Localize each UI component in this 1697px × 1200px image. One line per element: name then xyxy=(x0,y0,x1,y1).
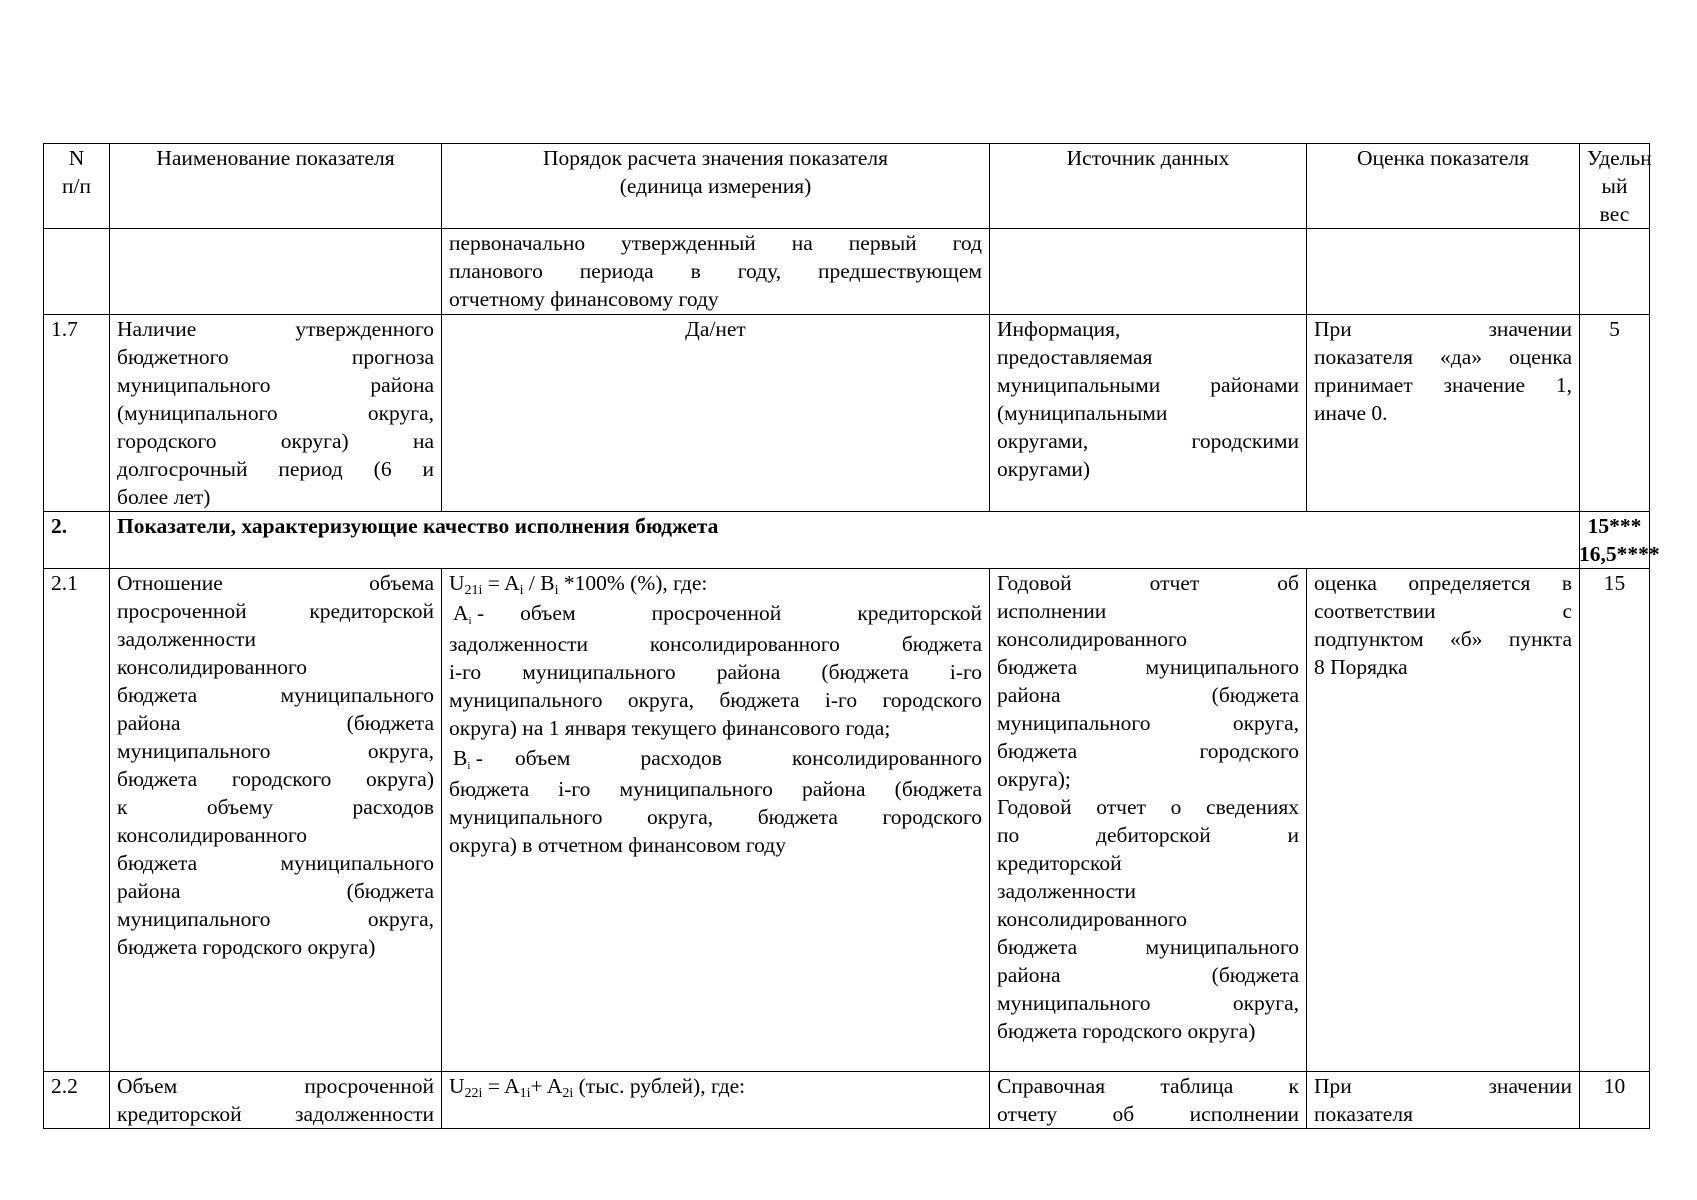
cont-calc-line: первоначально утвержденный на первый год xyxy=(449,231,982,255)
indicator-name-line: более лет) xyxy=(117,485,211,509)
formula-sub: 21i xyxy=(464,583,483,598)
data-source-line: Годовой отчет об xyxy=(997,571,1299,595)
formula-u: U xyxy=(449,571,465,595)
a-definition-line: округа) на 1 января текущего финансового года; xyxy=(449,716,891,740)
data-source-line: округами, городскими xyxy=(997,429,1299,453)
b-definition-line: бюджета i-го муниципального района (бюджета xyxy=(449,777,982,801)
b-definition-line: муниципального округа, бюджета городского xyxy=(449,805,982,829)
table-row xyxy=(44,1072,1650,1129)
section-weight-line: 16,5**** xyxy=(1579,542,1660,566)
indicator-name-line: района (бюджета xyxy=(117,879,434,903)
header-source: Источник данных xyxy=(990,144,1307,229)
indicator-name-line: муниципального округа, xyxy=(117,739,434,763)
b-definition-line: округа) в отчетном финансовом году xyxy=(449,833,786,857)
cont-calc-line: планового периода в году, предшествующем xyxy=(449,259,982,283)
indicator-name xyxy=(110,1072,442,1129)
indicator-name-line: бюджета городского округа) xyxy=(117,935,376,959)
data-source-line: муниципального округа, xyxy=(997,991,1299,1015)
indicator-name-line: консолидированного xyxy=(117,823,308,847)
data-source-line: бюджета городского xyxy=(997,739,1299,763)
header-weight xyxy=(1580,144,1650,229)
section-row xyxy=(44,512,1650,569)
row-number: 2.2 xyxy=(44,1072,110,1129)
header-num-line: N xyxy=(68,146,85,170)
formula-b: / B xyxy=(523,571,555,595)
data-source-line: Справочная таблица к xyxy=(997,1074,1299,1098)
data-source-line: округа); xyxy=(997,767,1071,791)
cont-name xyxy=(110,229,442,315)
data-source-line: муниципальными районами xyxy=(997,373,1299,397)
symbol-dash: - xyxy=(470,746,483,770)
data-source-line: задолженности xyxy=(997,879,1137,903)
formula-rest: (тыс. рублей), где: xyxy=(573,1074,746,1098)
indicator-name-line: Отношение объема xyxy=(117,571,434,595)
indicator-name-line: муниципального района xyxy=(117,373,434,397)
formula-a: = A xyxy=(482,571,520,595)
header-row xyxy=(44,144,1650,229)
symbol-a: A xyxy=(453,601,469,625)
formula xyxy=(449,1072,982,1100)
data-source-line: кредиторской xyxy=(997,851,1122,875)
indicator-name xyxy=(110,315,442,512)
data-source-line: исполнении xyxy=(997,599,1107,623)
formula xyxy=(449,569,982,597)
header-weight-line: Удельн xyxy=(1587,146,1652,170)
indicator-name-line: долгосрочный период (6 и xyxy=(117,457,434,481)
indicator-name-line: бюджета муниципального xyxy=(117,851,434,875)
indicator-name-line: городского округа) на xyxy=(117,429,434,453)
a-definition-line: i-го муниципального района (бюджета i-го xyxy=(449,660,982,684)
formula-a: = A xyxy=(482,1074,520,1098)
data-source-line: района (бюджета xyxy=(997,683,1299,707)
symbol-b: B xyxy=(453,746,468,770)
formula-b: + A xyxy=(530,1074,563,1098)
data-source-line: бюджета городского округа) xyxy=(997,1019,1256,1043)
evaluation-line: оценка определяется в xyxy=(1314,571,1572,595)
section-weight-line: 15*** xyxy=(1587,514,1642,538)
indicator-name-line: бюджета городского округа) xyxy=(117,767,434,791)
formula-sub: 1i xyxy=(519,1086,531,1101)
data-source-line: бюджета муниципального xyxy=(997,655,1299,679)
data-source-line: округами) xyxy=(997,457,1091,481)
calc-method xyxy=(442,569,990,1072)
symbol-dash: - xyxy=(471,601,485,625)
cont-eval xyxy=(1307,229,1580,315)
row-number: 1.7 xyxy=(44,315,110,512)
formula-sub: 22i xyxy=(464,1086,483,1101)
header-eval: Оценка показателя xyxy=(1307,144,1580,229)
evaluation-line: соответствии с xyxy=(1314,599,1572,623)
indicator-name-line: к объему расходов xyxy=(117,795,434,819)
evaluation xyxy=(1307,569,1580,1072)
data-source-line: предоставляемая xyxy=(997,345,1153,369)
data-source xyxy=(990,569,1307,1072)
data-source-line: по дебиторской и xyxy=(997,823,1299,847)
cont-calc-line: отчетному финансовому году xyxy=(449,287,719,311)
section-weight xyxy=(1579,512,1660,569)
data-source xyxy=(990,1072,1307,1129)
indicator-name xyxy=(110,569,442,1072)
cont-source xyxy=(990,229,1307,315)
header-calc xyxy=(442,144,990,229)
evaluation-line: показателя «да» оценка xyxy=(1314,345,1572,369)
cont-num xyxy=(44,229,110,315)
data-source-line: отчету об исполнении xyxy=(997,1102,1299,1126)
data-source-line: района (бюджета xyxy=(997,963,1299,987)
indicator-name-line: консолидированного xyxy=(117,655,308,679)
indicator-name-line: Наличие утвержденного xyxy=(117,317,434,341)
indicator-name-line: (муниципального округа, xyxy=(117,401,434,425)
evaluation xyxy=(1307,315,1580,512)
indicator-name-line: кредиторской задолженности xyxy=(117,1102,434,1126)
header-calc-line: (единица измерения) xyxy=(619,174,812,198)
evaluation-line: При значении xyxy=(1314,1074,1572,1098)
table-row xyxy=(44,229,1650,315)
indicator-table xyxy=(43,143,1660,1129)
evaluation-line: принимает значение 1, xyxy=(1314,373,1572,397)
header-weight-line: ый вес xyxy=(1599,174,1630,226)
indicator-name-line: бюджетного прогноза xyxy=(117,345,434,369)
indicator-name-line: муниципального округа, xyxy=(117,907,434,931)
header-calc-line: Порядок расчета значения показателя xyxy=(542,146,889,170)
section-title: Показатели, характеризующие качество исполнения бюджета xyxy=(110,512,1580,569)
cont-weight xyxy=(1580,229,1650,315)
data-source-line: консолидированного xyxy=(997,907,1188,931)
symbol-sub: i xyxy=(467,760,471,772)
evaluation-line: 8 Порядка xyxy=(1314,655,1408,679)
data-source-line: Годовой отчет о сведениях xyxy=(997,795,1299,819)
evaluation xyxy=(1307,1072,1580,1129)
calc-method xyxy=(442,1072,990,1129)
data-source-line: Информация, xyxy=(997,317,1121,341)
calc-method: Да/нет xyxy=(442,315,990,512)
evaluation-line: иначе 0. xyxy=(1314,401,1388,425)
evaluation-line: При значении xyxy=(1314,317,1572,341)
data-source-line: консолидированного xyxy=(997,627,1188,651)
header-num xyxy=(44,144,110,229)
formula-rest: *100% (%), где: xyxy=(558,571,708,595)
data-source-line: бюджета муниципального xyxy=(997,935,1299,959)
weight-value: 15 xyxy=(1580,569,1650,1072)
indicator-name-line: просроченной кредиторской xyxy=(117,599,434,623)
weight-value: 10 xyxy=(1580,1072,1650,1129)
formula-u: U xyxy=(449,1074,465,1098)
indicator-name-line: Объем просроченной xyxy=(117,1074,434,1098)
a-definition xyxy=(449,599,982,627)
evaluation-line: подпунктом «б» пункта xyxy=(1314,627,1572,651)
header-num-line: п/п xyxy=(62,174,91,198)
evaluation-line: показателя xyxy=(1314,1102,1413,1126)
data-source xyxy=(990,315,1307,512)
symbol-sub: i xyxy=(468,615,472,627)
a-definition-line: задолженности консолидированного бюджета xyxy=(449,632,982,656)
row-number: 2.1 xyxy=(44,569,110,1072)
data-source-line: муниципального округа, xyxy=(997,711,1299,735)
weight-value: 5 xyxy=(1580,315,1650,512)
data-source-line: (муниципальными xyxy=(997,401,1168,425)
indicator-name-line: задолженности xyxy=(117,627,257,651)
b-definition-line: объем расходов консолидированного xyxy=(514,746,982,770)
table-row xyxy=(44,315,1650,512)
formula-sub: 2i xyxy=(562,1086,574,1101)
formula-sub: i xyxy=(554,583,559,598)
a-definition-line: объем просроченной кредиторской xyxy=(520,601,982,625)
a-definition-line: муниципального округа, бюджета i-го городского xyxy=(449,688,982,712)
section-number: 2. xyxy=(44,512,110,569)
indicator-name-line: бюджета муниципального xyxy=(117,683,434,707)
header-name: Наименование показателя xyxy=(110,144,442,229)
formula-sub: i xyxy=(519,583,524,598)
indicator-name-line: района (бюджета xyxy=(117,711,434,735)
b-definition xyxy=(449,744,982,772)
cont-calc xyxy=(442,229,990,315)
table-row xyxy=(44,569,1650,1072)
